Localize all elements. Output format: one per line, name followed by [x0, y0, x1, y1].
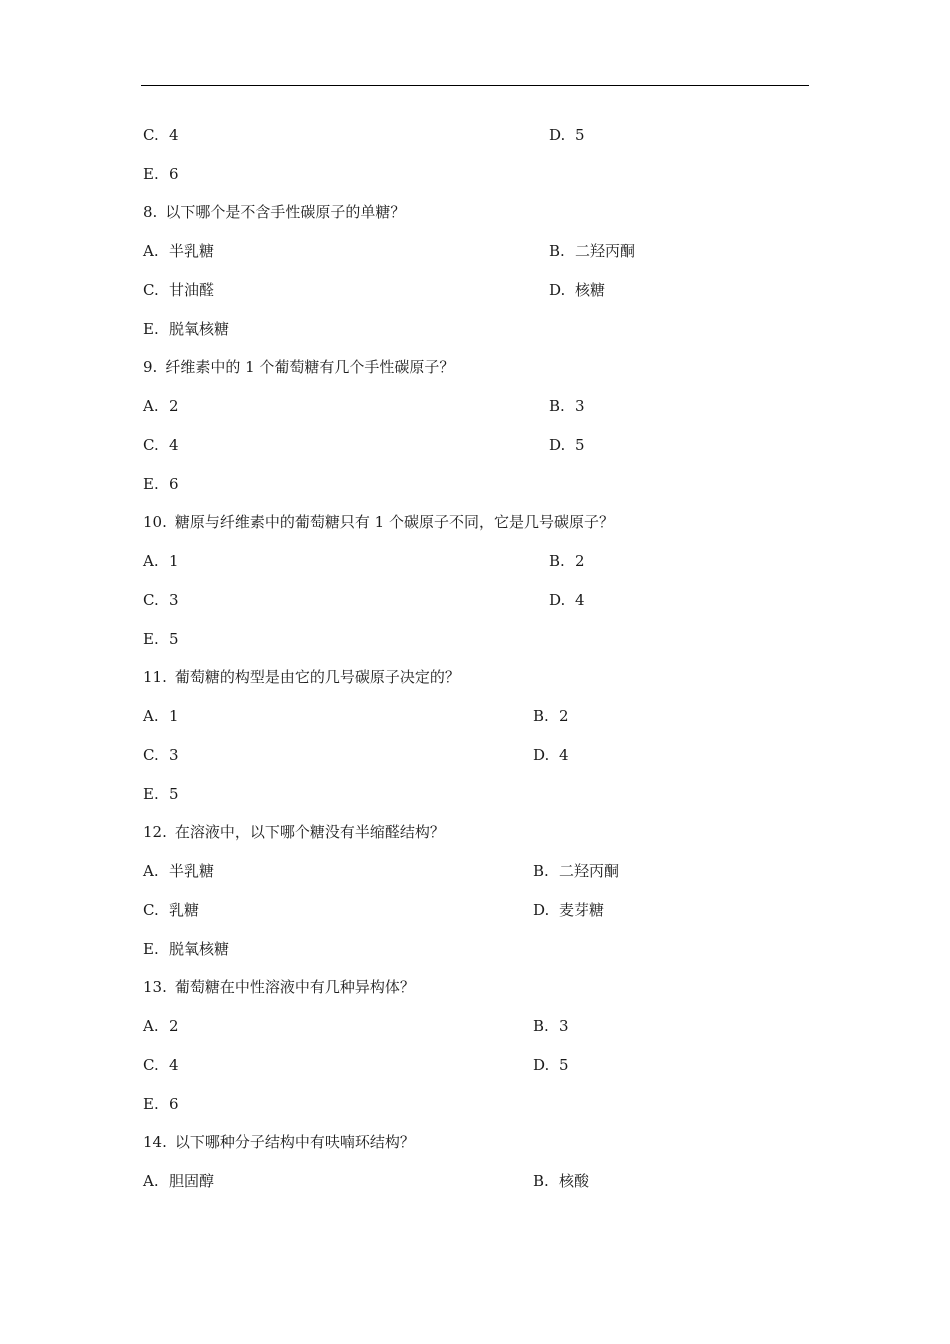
option-label: C. [143, 126, 159, 144]
option-label: E. [143, 475, 159, 493]
option-text: 2 [169, 1017, 179, 1035]
option-text: 半乳糖 [169, 862, 215, 880]
option-label: B. [549, 397, 565, 415]
option-label: A. [143, 242, 159, 260]
question-number: 10. [143, 513, 167, 531]
option-d [549, 590, 585, 610]
option-e [143, 1094, 179, 1114]
option-text: 2 [169, 397, 179, 415]
option-text: 核酸 [559, 1172, 590, 1190]
option-label: B. [549, 242, 565, 260]
option-a [143, 241, 214, 261]
question-14 [143, 1132, 415, 1152]
option-text: 5 [575, 436, 585, 454]
option-text: 5 [169, 785, 179, 803]
option-a [143, 861, 214, 881]
option-text: 2 [575, 552, 585, 570]
option-text: 4 [169, 436, 179, 454]
option-c [143, 745, 179, 765]
option-e [143, 319, 229, 339]
option-label: D. [549, 126, 566, 144]
option-label: B. [533, 1017, 549, 1035]
option-b [549, 396, 585, 416]
option-b [549, 241, 635, 261]
option-text: 二羟丙酮 [575, 242, 636, 260]
question-8 [143, 202, 405, 222]
question-text: 葡萄糖在中性溶液中有几种异构体？ [174, 978, 415, 996]
option-e [143, 939, 229, 959]
option-d [549, 125, 585, 145]
option-label: C. [143, 281, 159, 299]
option-d [533, 1055, 569, 1075]
option-text: 3 [169, 746, 179, 764]
option-label: B. [533, 707, 549, 725]
option-text: 4 [559, 746, 569, 764]
option-text: 5 [559, 1056, 569, 1074]
option-d [549, 280, 605, 300]
option-label: D. [533, 901, 550, 919]
option-label: B. [549, 552, 565, 570]
option-text: 胆固醇 [169, 1172, 215, 1190]
option-e [143, 164, 179, 184]
option-label: C. [143, 591, 159, 609]
option-text: 二羟丙酮 [559, 862, 620, 880]
option-b [533, 1171, 589, 1191]
option-label: B. [533, 862, 549, 880]
option-e [143, 784, 179, 804]
question-text: 糖原与纤维素中的葡萄糖只有 1 个碳原子不同，它是几号碳原子？ [174, 513, 614, 531]
question-number: 8. [143, 203, 158, 221]
option-d [533, 900, 604, 920]
option-label: D. [533, 746, 550, 764]
option-text: 脱氧核糖 [169, 320, 230, 338]
option-label: A. [143, 1017, 159, 1035]
option-text: 3 [169, 591, 179, 609]
option-b [549, 551, 585, 571]
option-text: 乳糖 [169, 901, 200, 919]
option-a [143, 1171, 214, 1191]
option-text: 1 [169, 707, 179, 725]
option-label: E. [143, 165, 159, 183]
option-e [143, 474, 179, 494]
option-d [533, 745, 569, 765]
option-label: E. [143, 630, 159, 648]
question-number: 13. [143, 978, 167, 996]
option-label: A. [143, 552, 159, 570]
question-13 [143, 977, 415, 997]
option-text: 4 [169, 1056, 179, 1074]
header-rule [141, 85, 809, 86]
option-label: D. [549, 436, 566, 454]
option-label: E. [143, 320, 159, 338]
question-text: 纤维素中的 1 个葡萄糖有几个手性碳原子？ [165, 358, 455, 376]
option-label: C. [143, 746, 159, 764]
question-9 [143, 357, 454, 377]
option-label: D. [549, 591, 566, 609]
option-text: 半乳糖 [169, 242, 215, 260]
option-label: E. [143, 940, 159, 958]
question-text: 葡萄糖的构型是由它的几号碳原子决定的？ [174, 668, 460, 686]
option-text: 4 [169, 126, 179, 144]
question-11 [143, 667, 460, 687]
option-label: E. [143, 1095, 159, 1113]
option-text: 甘油醛 [169, 281, 215, 299]
option-c [143, 1055, 179, 1075]
question-text: 在溶液中，以下哪个糖没有半缩醛结构？ [174, 823, 445, 841]
option-text: 脱氧核糖 [169, 940, 230, 958]
option-a [143, 551, 179, 571]
option-label: D. [533, 1056, 550, 1074]
option-text: 6 [169, 1095, 179, 1113]
option-label: B. [533, 1172, 549, 1190]
option-c [143, 280, 214, 300]
question-12 [143, 822, 445, 842]
option-label: C. [143, 901, 159, 919]
option-label: A. [143, 1172, 159, 1190]
option-text: 核糖 [575, 281, 606, 299]
question-text: 以下哪种分子结构中有呋喃环结构？ [174, 1133, 415, 1151]
question-number: 14. [143, 1133, 167, 1151]
option-label: A. [143, 397, 159, 415]
question-text: 以下哪个是不含手性碳原子的单糖？ [165, 203, 406, 221]
option-b [533, 861, 619, 881]
question-10 [143, 512, 614, 532]
option-c [143, 900, 199, 920]
option-text: 4 [575, 591, 585, 609]
option-text: 麦芽糖 [559, 901, 605, 919]
question-number: 11. [143, 668, 167, 686]
option-text: 6 [169, 475, 179, 493]
option-label: E. [143, 785, 159, 803]
option-text: 5 [169, 630, 179, 648]
option-b [533, 706, 569, 726]
option-a [143, 396, 179, 416]
option-label: A. [143, 707, 159, 725]
option-c [143, 125, 179, 145]
question-number: 12. [143, 823, 167, 841]
option-d [549, 435, 585, 455]
option-text: 5 [575, 126, 585, 144]
option-label: C. [143, 436, 159, 454]
option-a [143, 1016, 179, 1036]
option-a [143, 706, 179, 726]
option-text: 2 [559, 707, 569, 725]
option-b [533, 1016, 569, 1036]
option-text: 6 [169, 165, 179, 183]
option-label: D. [549, 281, 566, 299]
option-text: 1 [169, 552, 179, 570]
option-text: 3 [559, 1017, 569, 1035]
question-number: 9. [143, 358, 158, 376]
option-label: C. [143, 1056, 159, 1074]
option-text: 3 [575, 397, 585, 415]
option-label: A. [143, 862, 159, 880]
option-c [143, 590, 179, 610]
option-c [143, 435, 179, 455]
option-e [143, 629, 179, 649]
